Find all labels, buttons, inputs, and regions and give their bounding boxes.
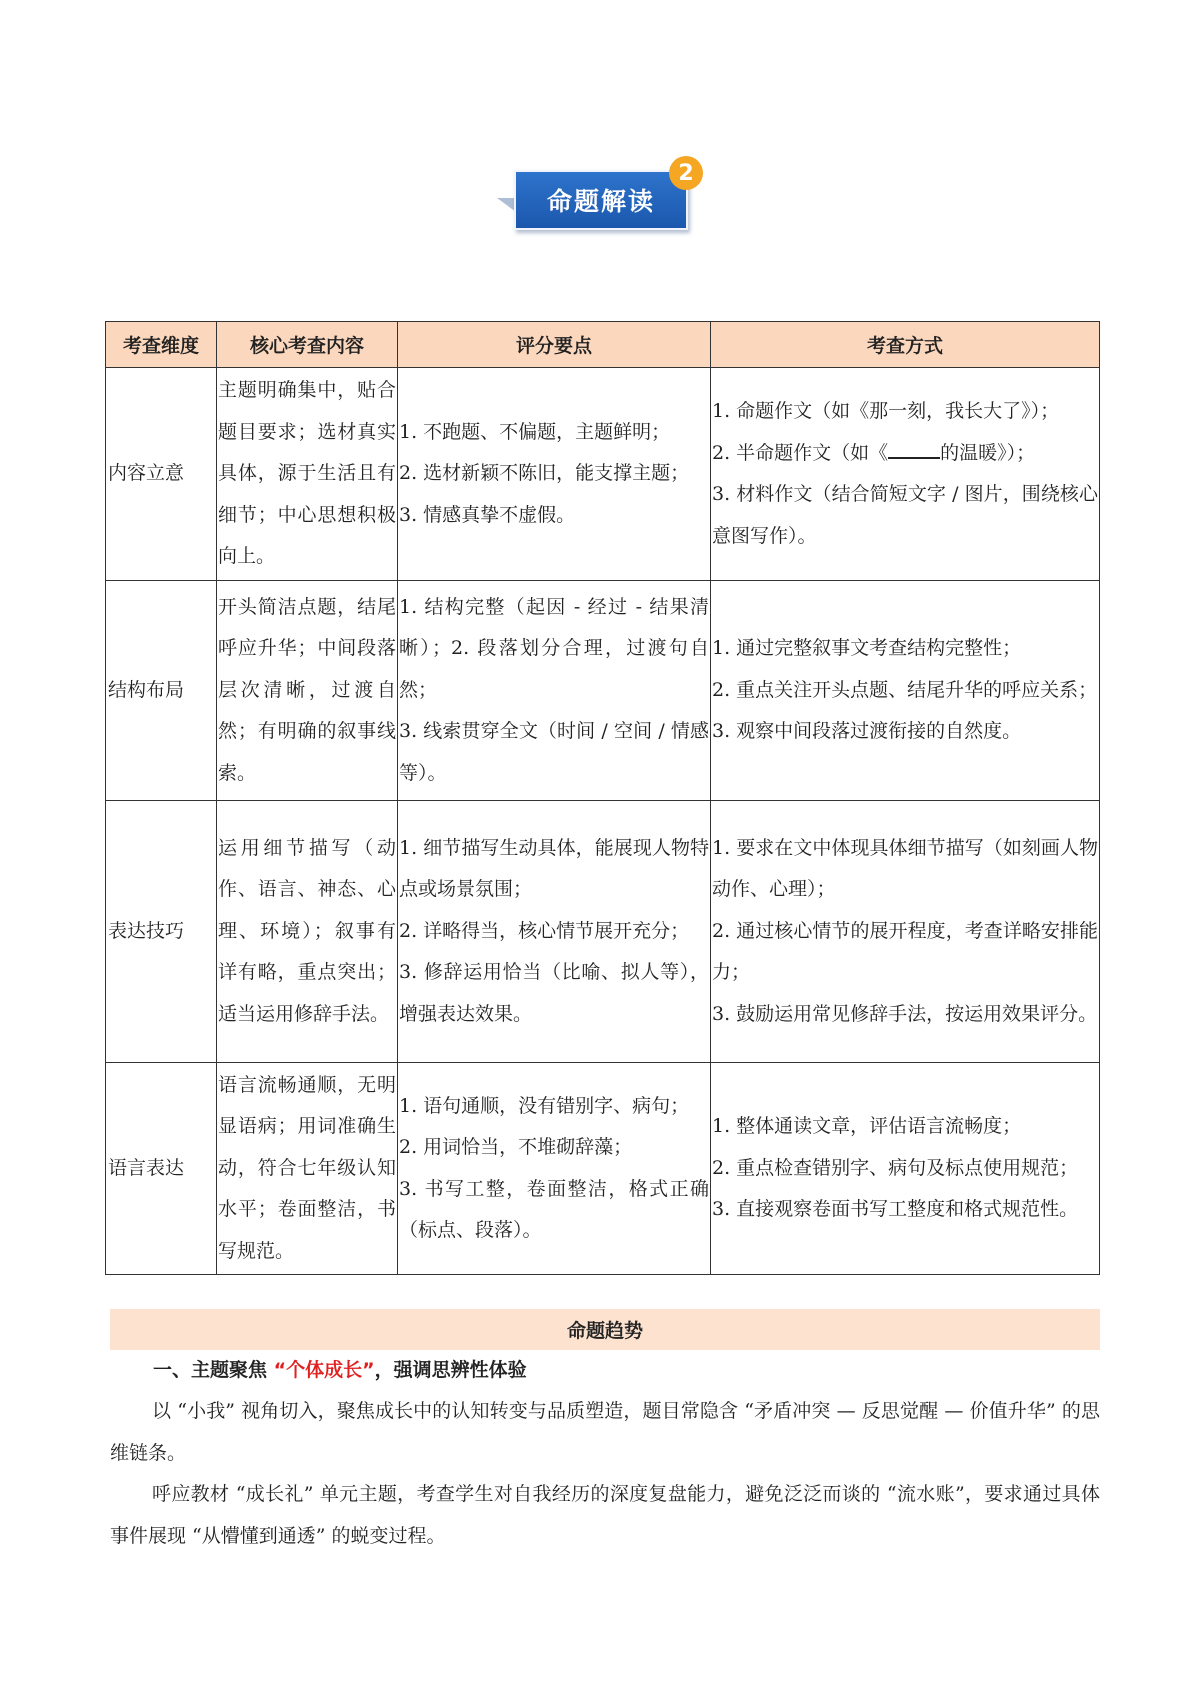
scoring-item: 2. 详略得当，核心情节展开充分；	[399, 919, 690, 942]
heading-prefix: 一、主题聚焦	[153, 1359, 268, 1381]
header-dimension: 考查维度	[106, 322, 217, 368]
scoring-item: 2. 选材新颖不陈旧，能支撑主题；	[399, 462, 690, 485]
cell-scoring	[398, 368, 711, 581]
banner-number-badge: 2	[669, 156, 703, 190]
method-item: 3. 材料作文（结合简短文字 / 图片，围绕核心意图写作）。	[712, 483, 1098, 547]
cell-method	[711, 581, 1100, 801]
cell-dimension: 结构布局	[106, 581, 217, 801]
heading-highlight: “个体成长”	[273, 1359, 375, 1381]
method-text: 的温暖》）；	[940, 441, 1036, 464]
method-text: 2. 半命题作文（如《	[712, 441, 889, 464]
scoring-item: 1. 不跑题、不偏题，主题鲜明；	[399, 420, 671, 443]
cell-scoring	[398, 1063, 711, 1275]
fill-in-blank	[888, 435, 940, 459]
method-item: 2. 重点关注开头点题、结尾升华的呼应关系；	[712, 678, 1098, 701]
cell-content: 主题明确集中，贴合题目要求；选材真实具体，源于生活且有细节；中心思想积极向上。	[217, 368, 398, 581]
cell-scoring	[398, 801, 711, 1063]
table-header-row	[106, 322, 1100, 368]
method-item: 1. 整体通读文章，评估语言流畅度；	[712, 1115, 1022, 1138]
cell-content: 语言流畅通顺，无明显语病；用词准确生动，符合七年级认知水平；卷面整洁，书写规范。	[217, 1063, 398, 1275]
scoring-item: 3. 情感真挚不虚假。	[399, 503, 576, 526]
heading-suffix: ，强调思辨性体验	[374, 1359, 527, 1381]
trend-heading	[153, 1349, 527, 1391]
table-row	[106, 368, 1100, 581]
table-row	[106, 581, 1100, 801]
rubric-table	[105, 321, 1100, 1275]
scoring-item: 1. 结构完整（起因 - 经过 - 结果清晰）；2. 段落划分合理，过渡句自然；	[399, 595, 709, 701]
cell-method	[711, 801, 1100, 1063]
method-item: 3. 直接观察卷面书写工整度和格式规范性。	[712, 1198, 1079, 1221]
method-item: 3. 鼓励运用常见修辞手法，按运用效果评分。	[712, 1002, 1098, 1025]
scoring-item: 3. 线索贯穿全文（时间 / 空间 / 情感等）。	[399, 720, 709, 784]
header-content: 核心考查内容	[217, 322, 398, 368]
table-row	[106, 801, 1100, 1063]
scoring-item: 1. 细节描写生动具体，能展现人物特点或场景氛围；	[399, 836, 709, 901]
method-item: 2. 重点检查错别字、病句及标点使用规范；	[712, 1156, 1079, 1179]
banner-title: 命题解读	[514, 170, 688, 230]
cell-dimension: 表达技巧	[106, 801, 217, 1063]
header-scoring: 评分要点	[398, 322, 711, 368]
scoring-item: 1. 语句通顺，没有错别字、病句；	[399, 1094, 690, 1117]
method-item: 2. 通过核心情节的展开程度，考查详略安排能力；	[712, 919, 1098, 984]
cell-scoring	[398, 581, 711, 801]
method-item: 3. 观察中间段落过渡衔接的自然度。	[712, 720, 1022, 743]
scoring-item: 3. 书写工整，卷面整洁，格式正确（标点、段落）。	[399, 1177, 709, 1241]
trend-section-title: 命题趋势	[110, 1309, 1100, 1350]
method-item	[712, 433, 1098, 475]
method-item: 1. 要求在文中体现具体细节描写（如刻画人物动作、心理）；	[712, 836, 1098, 901]
cell-method	[711, 368, 1100, 581]
cell-content: 开头简洁点题，结尾呼应升华；中间段落层次清晰，过渡自然；有明确的叙事线索。	[217, 581, 398, 801]
table-row	[106, 1063, 1100, 1275]
header-method: 考查方式	[711, 322, 1100, 368]
scoring-item: 2. 用词恰当，不堆砌辞藻；	[399, 1136, 633, 1158]
trend-paragraph: 以 “小我” 视角切入，聚焦成长中的认知转变与品质塑造，题目常隐含 “矛盾冲突 — 反思觉醒 — 价值升华” 的思维链条。	[110, 1400, 1100, 1464]
method-item: 1. 命题作文（如《那一刻，我长大了》）；	[712, 400, 1060, 422]
cell-content: 运用细节描写（动作、语言、神态、心理、环境）；叙事有详有略，重点突出；适当运用修辞手法。	[217, 801, 398, 1063]
cell-dimension: 内容立意	[106, 368, 217, 581]
scoring-item: 3. 修辞运用恰当（比喻、拟人等），增强表达效果。	[399, 961, 709, 1025]
cell-method	[711, 1063, 1100, 1275]
cell-dimension: 语言表达	[106, 1063, 217, 1275]
method-item: 1. 通过完整叙事文考查结构完整性；	[712, 637, 1022, 660]
trend-paragraph: 呼应教材 “成长礼” 单元主题，考查学生对自我经历的深度复盘能力，避免泛泛而谈的 “流水账”，要求通过具体事件展现 “从懵懂到通透” 的蜕变过程。	[110, 1483, 1100, 1547]
section-banner	[497, 154, 712, 234]
